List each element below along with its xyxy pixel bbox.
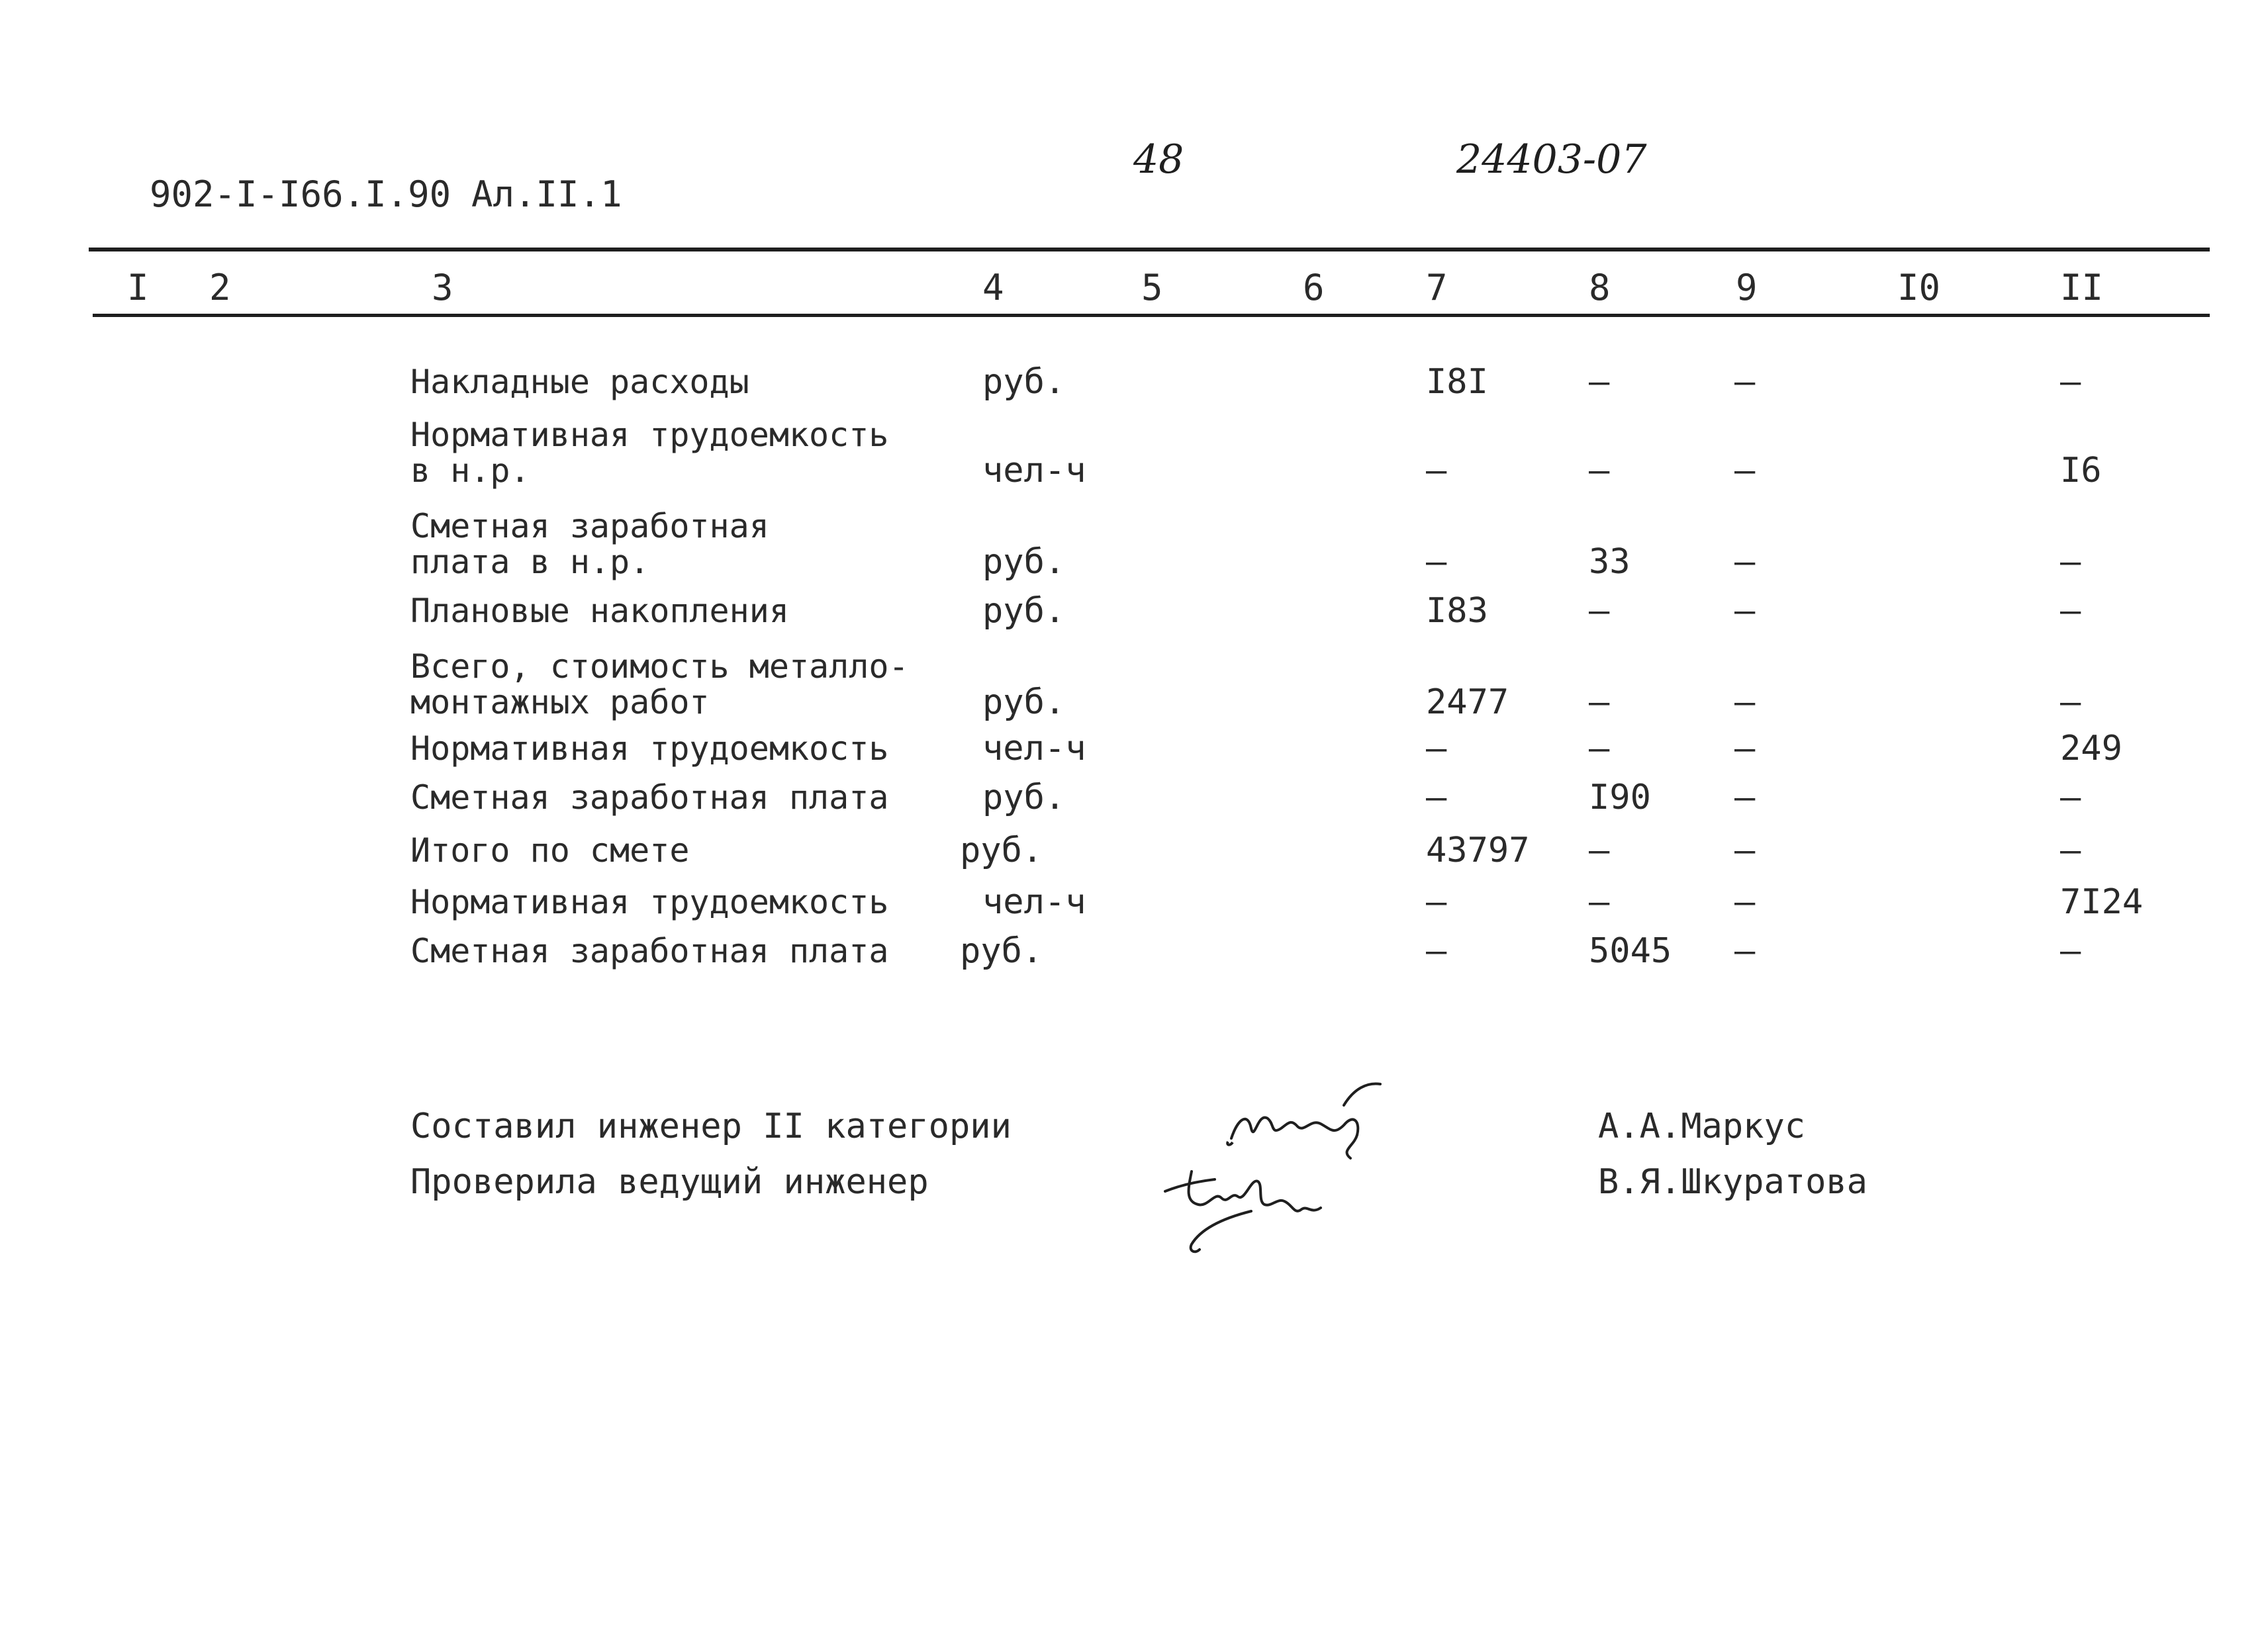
row-value-c7: 2477 <box>1426 682 1509 722</box>
row-unit: руб. <box>982 778 1066 817</box>
column-number-1: I <box>127 267 149 308</box>
row-unit: руб. <box>982 362 1066 402</box>
row-description: монтажных работ <box>410 683 710 721</box>
signature-checker <box>1152 1152 1364 1264</box>
row-unit: чел-ч <box>982 451 1086 490</box>
row-unit: руб. <box>960 931 1043 971</box>
row-value-c8: – <box>1589 362 1610 402</box>
column-number-7: 7 <box>1426 267 1448 308</box>
row-description: Сметная заработная <box>410 507 769 545</box>
row-value-c9: – <box>1734 362 1756 402</box>
row-value-c9: – <box>1734 591 1756 631</box>
checked-by-name: В.Я.Шкуратова <box>1598 1162 1867 1202</box>
column-number-2: 2 <box>209 267 231 308</box>
row-description: Всего, стоимость металло- <box>410 647 909 686</box>
column-number-10: I0 <box>1897 267 1941 308</box>
column-number-11: II <box>2060 267 2104 308</box>
row-value-c7: – <box>1426 542 1447 582</box>
row-value-c7: – <box>1426 931 1447 971</box>
row-value-c9: – <box>1734 682 1756 722</box>
column-number-4: 4 <box>982 267 1004 308</box>
row-value-c9: – <box>1734 831 1756 870</box>
row-description: в н.р. <box>410 451 530 490</box>
row-value-c9: – <box>1734 778 1756 817</box>
row-description: Нормативная трудоемкость <box>410 416 889 454</box>
row-description: Сметная заработная плата <box>410 778 889 817</box>
row-description: Накладные расходы <box>410 363 749 401</box>
row-value-c8: 5045 <box>1589 931 1672 971</box>
row-value-c7: 43797 <box>1426 831 1530 870</box>
row-value-c8: – <box>1589 729 1610 768</box>
row-description: Сметная заработная плата <box>410 932 889 970</box>
row-value-c7: – <box>1426 778 1447 817</box>
row-value-c7: I83 <box>1426 591 1488 631</box>
row-value-c9: – <box>1734 729 1756 768</box>
column-number-9: 9 <box>1736 267 1758 308</box>
row-value-c11: – <box>2060 591 2081 631</box>
row-value-c7: – <box>1426 729 1447 768</box>
row-unit: руб. <box>982 682 1066 722</box>
column-number-8: 8 <box>1589 267 1611 308</box>
row-value-c11: – <box>2060 931 2081 971</box>
document-code: 902-I-I66.I.90 <box>150 173 451 215</box>
table-top-rule <box>89 248 2210 251</box>
row-value-c9: – <box>1734 931 1756 971</box>
row-unit: руб. <box>982 591 1066 631</box>
row-value-c8: – <box>1589 882 1610 922</box>
row-value-c11: – <box>2060 778 2081 817</box>
page-number: 48 <box>1133 136 1184 183</box>
row-value-c8: – <box>1589 591 1610 631</box>
row-description: Нормативная трудоемкость <box>410 729 889 768</box>
column-number-5: 5 <box>1141 267 1163 308</box>
row-unit: чел-ч <box>982 729 1086 768</box>
album-reference: Ал.II.1 <box>471 173 622 215</box>
row-value-c8: – <box>1589 831 1610 870</box>
row-description: плата в н.р. <box>410 543 650 581</box>
row-value-c7: – <box>1426 451 1447 490</box>
row-value-c11: – <box>2060 542 2081 582</box>
row-description: Итого по смете <box>410 831 690 870</box>
composed-by-name: А.А.Маркус <box>1598 1107 1806 1146</box>
row-description: Нормативная трудоемкость <box>410 883 889 921</box>
row-value-c11: 249 <box>2060 729 2122 768</box>
column-number-6: 6 <box>1303 267 1325 308</box>
row-description: Плановые накопления <box>410 592 789 630</box>
row-unit: чел-ч <box>982 882 1086 922</box>
row-value-c7: I8I <box>1426 362 1488 402</box>
row-value-c8: 33 <box>1589 542 1630 582</box>
row-value-c9: – <box>1734 882 1756 922</box>
checked-by-label: Проверила ведущий инженер <box>410 1162 929 1202</box>
row-value-c9: – <box>1734 451 1756 490</box>
row-value-c11: – <box>2060 362 2081 402</box>
row-value-c7: – <box>1426 882 1447 922</box>
row-value-c11: 7I24 <box>2060 882 2144 922</box>
table-header-rule <box>93 314 2210 317</box>
row-unit: руб. <box>960 831 1043 870</box>
row-value-c8: I90 <box>1589 778 1651 817</box>
row-unit: руб. <box>982 542 1066 582</box>
column-number-3: 3 <box>432 267 453 308</box>
inventory-number: 24403-07 <box>1456 136 1647 183</box>
row-value-c11: – <box>2060 682 2081 722</box>
composed-by-label: Составил инженер II категории <box>410 1107 1012 1146</box>
row-value-c8: – <box>1589 451 1610 490</box>
row-value-c11: – <box>2060 831 2081 870</box>
row-value-c11: I6 <box>2060 451 2102 490</box>
row-value-c9: – <box>1734 542 1756 582</box>
row-value-c8: – <box>1589 682 1610 722</box>
